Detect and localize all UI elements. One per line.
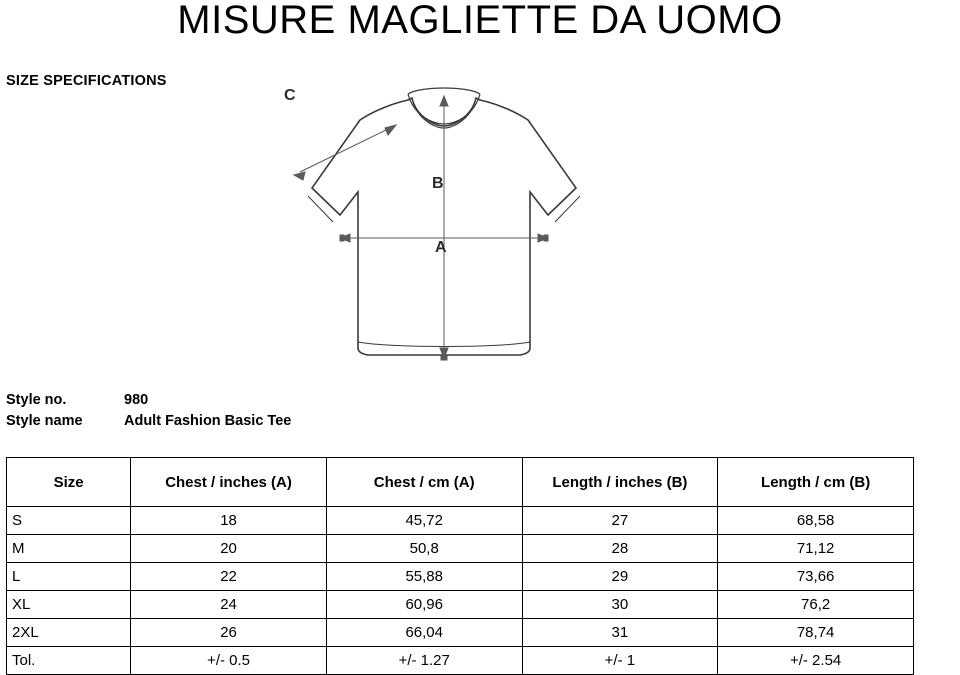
cell-size: Tol.	[7, 647, 131, 675]
cell-length-cm: 68,58	[718, 507, 914, 535]
cell-length-inches: 28	[522, 535, 718, 563]
cell-chest-inches: 26	[131, 619, 327, 647]
style-no-value: 980	[124, 392, 149, 408]
cell-length-cm: 76,2	[718, 591, 914, 619]
cell-length-inches: 29	[522, 563, 718, 591]
header-length-inches: Length / inches (B)	[522, 458, 718, 507]
cell-length-cm: 73,66	[718, 563, 914, 591]
header-chest-inches: Chest / inches (A)	[131, 458, 327, 507]
diagram-marker-a: A	[435, 239, 447, 256]
cell-chest-inches: +/- 0.5	[131, 647, 327, 675]
style-name-row	[6, 413, 291, 429]
style-name-label: Style name	[6, 413, 83, 429]
size-specifications-label: SIZE SPECIFICATIONS	[6, 73, 167, 89]
tshirt-diagram	[230, 70, 630, 380]
table-row	[7, 591, 914, 619]
cell-length-cm: +/- 2.54	[718, 647, 914, 675]
cell-chest-cm: 50,8	[326, 535, 522, 563]
table-header-row	[7, 458, 914, 507]
cell-chest-inches: 18	[131, 507, 327, 535]
header-size: Size	[7, 458, 131, 507]
table-body	[7, 507, 914, 675]
style-no-row	[6, 392, 291, 408]
cell-size: M	[7, 535, 131, 563]
cell-chest-inches: 24	[131, 591, 327, 619]
table-row	[7, 535, 914, 563]
cell-length-inches: +/- 1	[522, 647, 718, 675]
diagram-marker-b: B	[432, 175, 444, 192]
diagram-marker-c: C	[284, 87, 296, 104]
cell-chest-cm: 55,88	[326, 563, 522, 591]
style-name-value: Adult Fashion Basic Tee	[124, 413, 292, 429]
cell-size: L	[7, 563, 131, 591]
header-chest-cm: Chest / cm (A)	[326, 458, 522, 507]
cell-size: 2XL	[7, 619, 131, 647]
cell-length-cm: 78,74	[718, 619, 914, 647]
table-row	[7, 563, 914, 591]
table-header	[7, 458, 914, 507]
page-title: MISURE MAGLIETTE DA UOMO	[177, 0, 783, 42]
cell-length-inches: 30	[522, 591, 718, 619]
cell-chest-cm: 45,72	[326, 507, 522, 535]
cell-chest-inches: 22	[131, 563, 327, 591]
cell-size: XL	[7, 591, 131, 619]
cell-size: S	[7, 507, 131, 535]
table-row	[7, 619, 914, 647]
cell-length-cm: 71,12	[718, 535, 914, 563]
cell-length-inches: 31	[522, 619, 718, 647]
header-length-cm: Length / cm (B)	[718, 458, 914, 507]
cell-chest-cm: 60,96	[326, 591, 522, 619]
style-info	[6, 392, 291, 434]
cell-chest-cm: +/- 1.27	[326, 647, 522, 675]
size-table	[6, 457, 914, 675]
table-row	[7, 507, 914, 535]
table-row	[7, 647, 914, 675]
cell-chest-inches: 20	[131, 535, 327, 563]
cell-length-inches: 27	[522, 507, 718, 535]
cell-chest-cm: 66,04	[326, 619, 522, 647]
style-no-label: Style no.	[6, 392, 67, 408]
